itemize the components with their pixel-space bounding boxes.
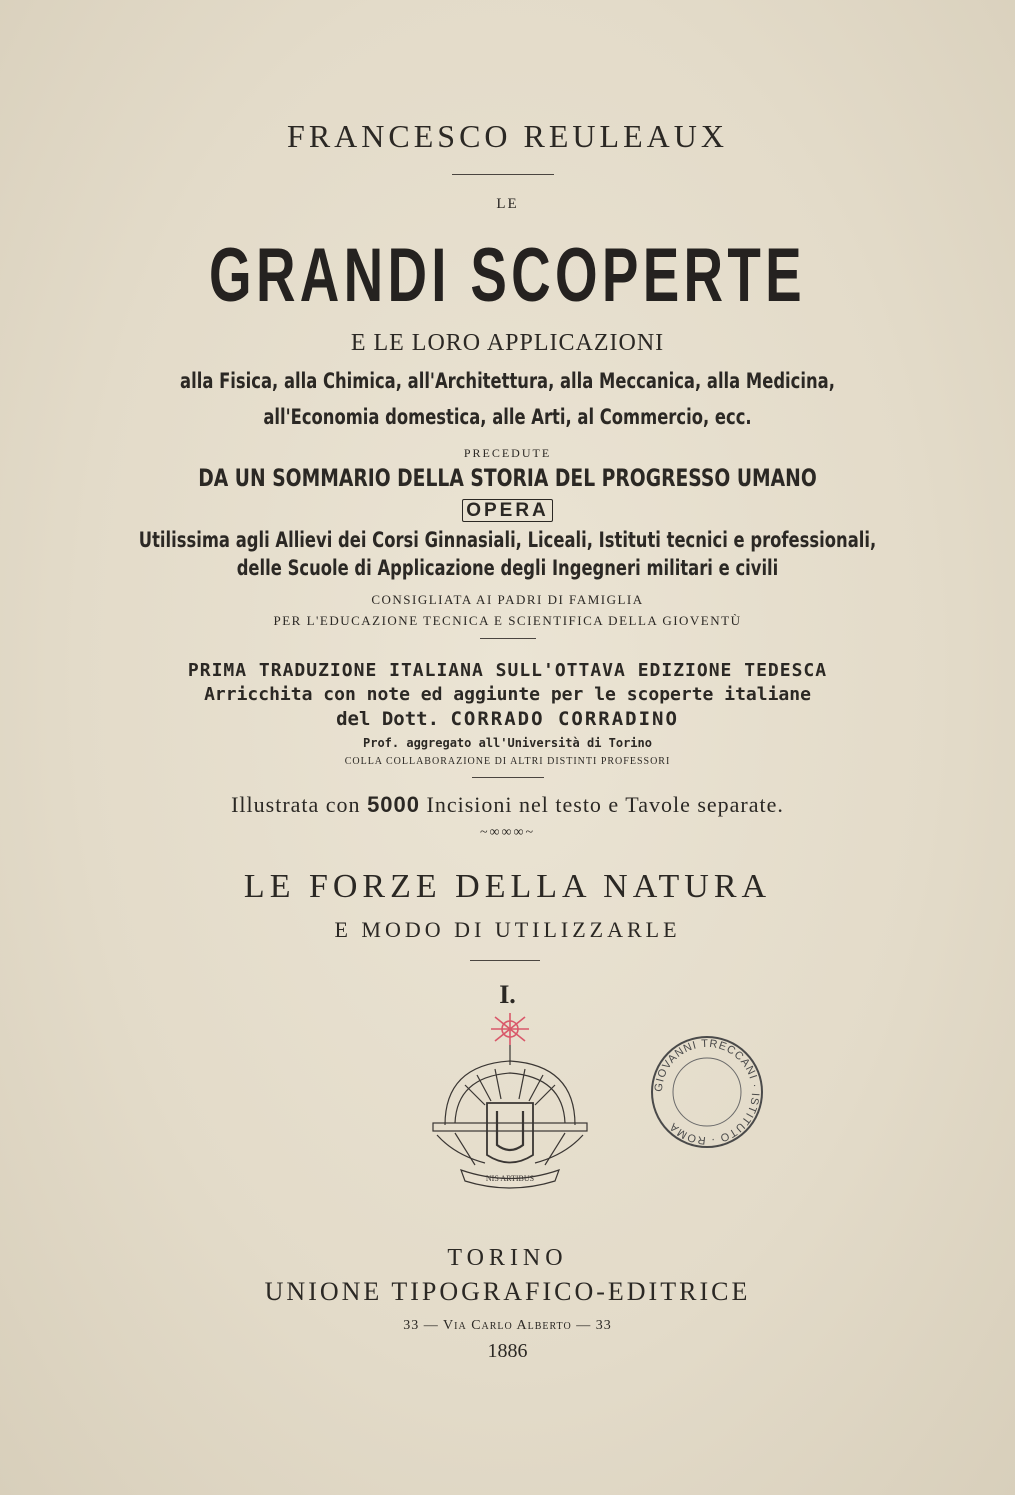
subtitle: E LE LORO APPLICAZIONI [350,330,665,356]
opera-label: OPERA [0,500,1015,522]
illustrated-line: Illustrata con 5000 Incisioni nel testo e Tavole separate. [231,792,784,817]
section-subtitle: E MODO DI UTILIZZARLE [334,917,681,942]
translator-name: CORRADO CORRADINO [450,708,679,730]
publication-year: 1886 [487,1340,528,1362]
city: TORINO [447,1245,568,1271]
library-stamp-icon [648,1033,766,1151]
emblem-motto: NIS ARTIBUS [485,1174,535,1183]
svg-text:GIOVANNI TRECCANI · ISTITUTO · [653,1038,761,1146]
divider [470,960,540,961]
author-name: FRANCESCO REULEAUX [287,118,728,154]
fields-line-2: all'Economia domestica, alle Arti, al Commercio, ecc. [263,405,752,429]
publisher-address: 33 — Via Carlo Alberto — 33 [403,1318,612,1333]
illustration-count: 5000 [367,792,421,817]
translation-line: PRIMA TRADUZIONE ITALIANA SULL'OTTAVA EDIZIONE TEDESCA [187,660,828,681]
fields-line-1: alla Fisica, alla Chimica, all'Architettura, alla Meccanica, alla Medicina, [180,369,835,393]
precedute-label: PRECEDUTE [463,446,552,460]
main-title: GRANDI SCOPERTE [209,233,806,318]
translator-line: del Dott. CORRADO CORRADINO [336,708,679,730]
consigliata-line-2: PER L'EDUCAZIONE TECNICA E SCIENTIFICA DELLA GIOVENTÙ [273,613,742,628]
volume-number: I. [499,980,516,1009]
sommario-heading: DA UN SOMMARIO DELLA STORIA DEL PROGRESSO UMANO [198,464,817,492]
stamp-text: GIOVANNI TRECCANI · ISTITUTO · ROMA [652,1037,762,1147]
divider [452,174,554,175]
publisher-name: UNIONE TIPOGRAFICO-EDITRICE [264,1277,751,1306]
divider [480,638,536,639]
arricchita-line: Arricchita con note ed aggiunte per le scoperte italiane [204,684,811,705]
utilissima-line-1: Utilissima agli Allievi dei Corsi Ginnasiali, Liceali, Istituti tecnici e professionali, [138,528,877,552]
consigliata-line-1: CONSIGLIATA AI PADRI DI FAMIGLIA [371,592,644,607]
title-article: LE [496,196,519,212]
collaborazione-line: COLLA COLLABORAZIONE DI ALTRI DISTINTI PROFESSORI [344,756,671,767]
publisher-emblem-icon [425,1005,595,1190]
divider [472,777,544,778]
utilissima-line-2: delle Scuole di Applicazione degli Ingegneri militari e civili [236,556,779,580]
prof-line: Prof. aggregato all'Università di Torino [363,736,652,750]
section-title: LE FORZE DELLA NATURA [243,868,772,905]
ornament: ~∞∞∞~ [479,825,536,840]
